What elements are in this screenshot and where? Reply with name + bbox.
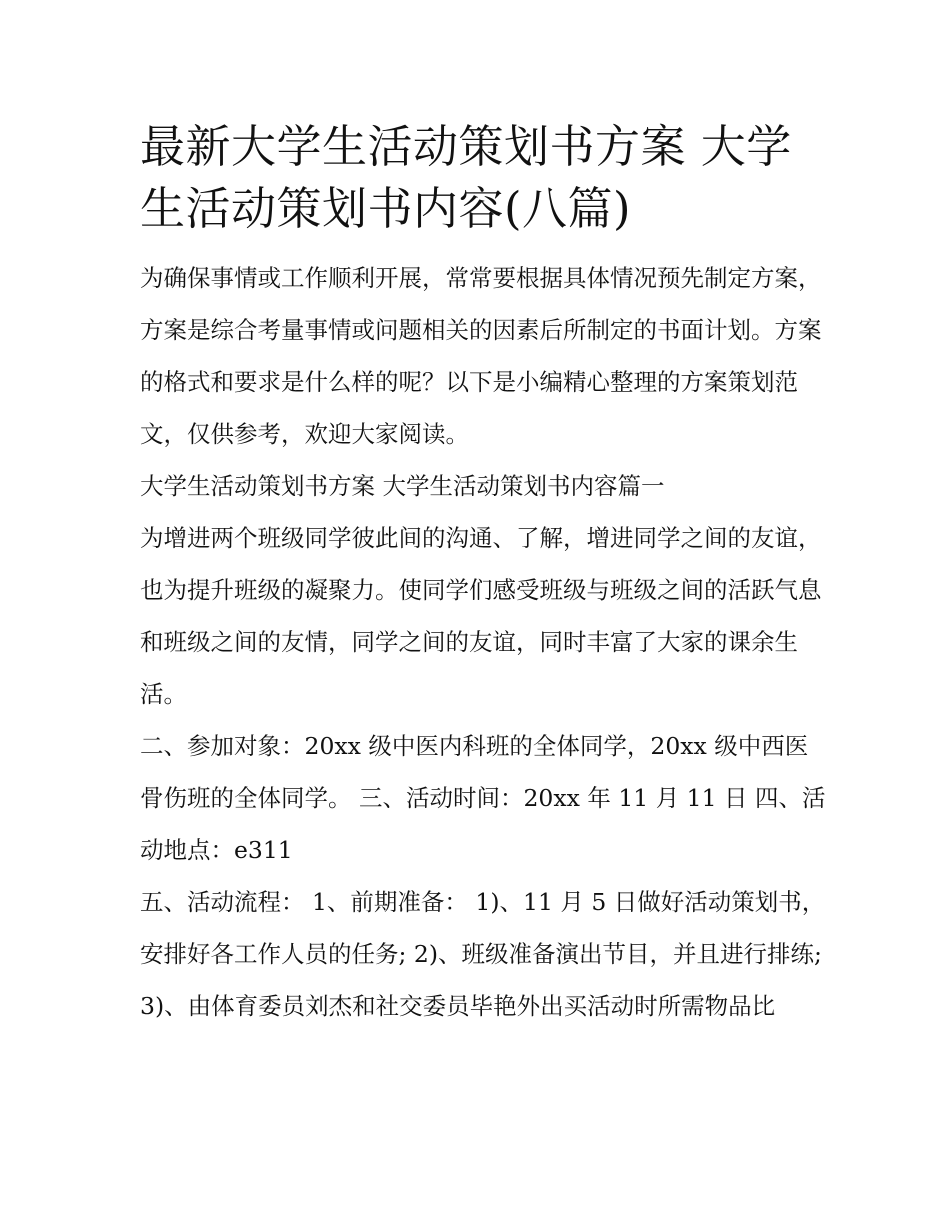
intro-paragraph: 为确保事情或工作顺利开展，常常要根据具体情况预先制定方案，方案是综合考量事情或问题相关的因素后所制定的书面计划。方案的格式和要求是什么样的呢？以下是小编精心整理的方案策划范文，仅供参考，欢迎大家阅读。 [140,264,822,448]
document-title: 最新大学生活动策划书方案 大学生活动策划书内容(八篇) [140,120,792,235]
purpose-paragraph: 为增进两个班级同学彼此间的沟通、了解，增进同学之间的友谊，也为提升班级的凝聚力。使同学们感受班级与班级之间的活跃气息和班级之间的友情，同学之间的友谊，同时丰富了大家的课余生活。 [140,524,822,708]
document-page [140,116,830,1032]
process-continued-paragraph: 3)、由体育委员刘杰和社交委员毕艳外出买活动时所需物品比 [140,992,776,1020]
participants-paragraph: 二、参加对象：20xx 级中医内科班的全体同学，20xx 级中西医骨伤班的全体同学。 三、活动时间：20xx 年 11 月 11 日 四、活动地点：e311 [140,732,826,864]
process-paragraph: 五、活动流程： 1、前期准备： 1)、11 月 5 日做好活动策划书，安排好各工作人员的任务; 2)、班级准备演出节目，并且进行排练; [140,888,826,968]
section-heading: 大学生活动策划书方案 大学生活动策划书内容篇一 [140,472,665,500]
